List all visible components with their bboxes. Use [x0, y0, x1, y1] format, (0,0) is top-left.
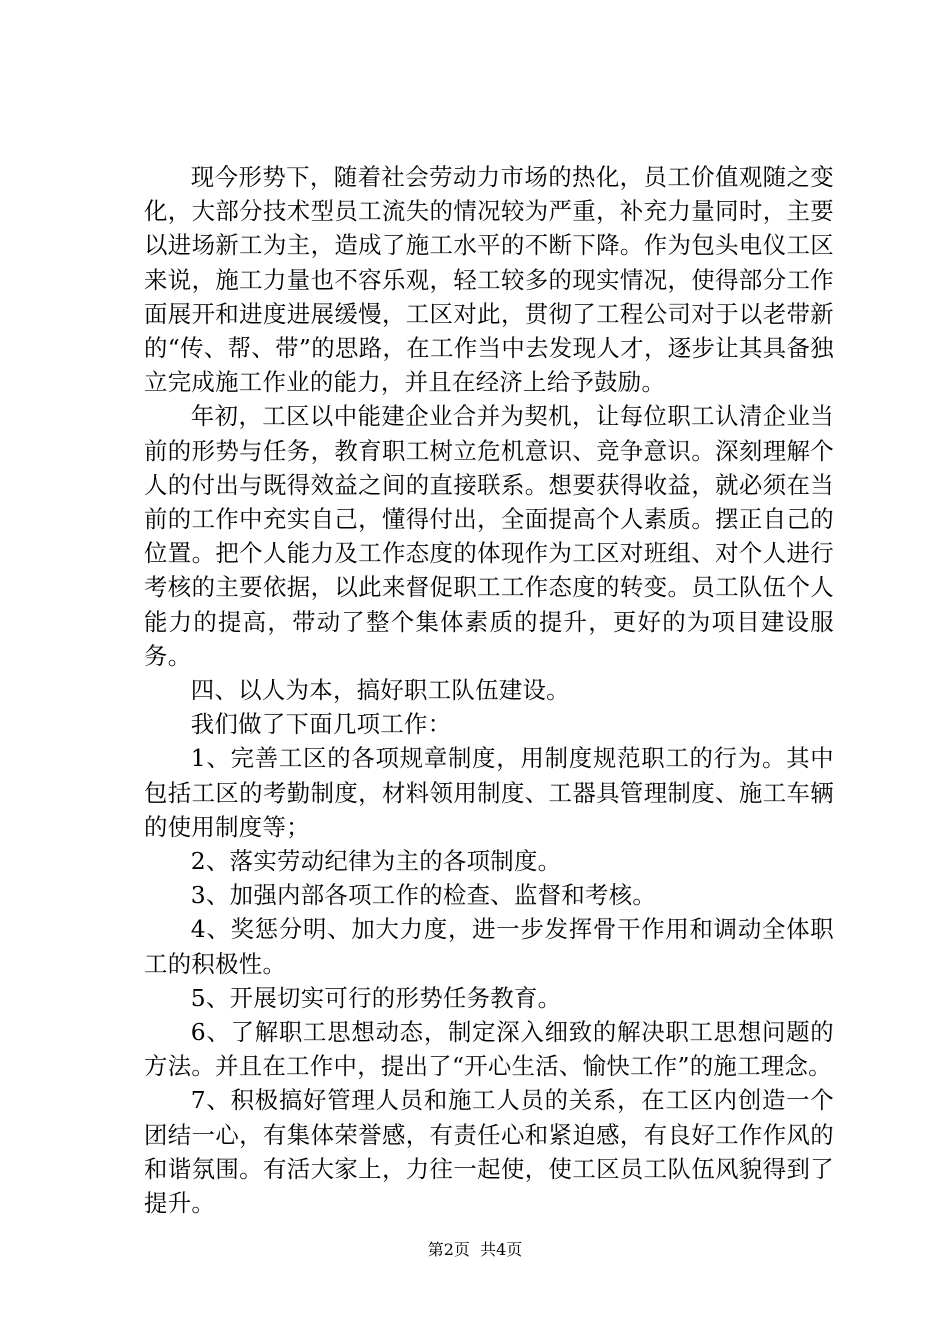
section-heading-team-building: 四、以人为本，搞好职工队伍建设。 — [190, 676, 570, 705]
list-item-7: 7、积极搞好管理人员和施工人员的关系，在工区内创造一个团结一心，有集体荣誉感，有责任心和紧迫感，有良好工作作风的和谐氛围。有活大家上，力往一起使，使工区员工队伍风貌得到了提升。 — [144, 1086, 834, 1218]
page-footer — [0, 1240, 950, 1260]
list-item-5: 5、开展切实可行的形势任务教育。 — [190, 983, 562, 1012]
list-item-6: 6、了解职工思想动态，制定深入细致的解决职工思想问题的方法。并且在工作中，提出了“开心生活、愉快工作”的施工理念。 — [144, 1018, 834, 1081]
list-item-3: 3、加强内部各项工作的检查、监督和考核。 — [190, 881, 657, 910]
list-item-4: 4、奖惩分明、加大力度，进一步发挥骨干作用和调动全体职工的积极性。 — [144, 915, 834, 978]
paragraph-intro-list: 我们做了下面几项工作： — [190, 710, 452, 739]
paragraph-year-start: 年初，工区以中能建企业合并为契机，让每位职工认清企业当前的形势与任务，教育职工树立危机意识、竞争意识。深刻理解个人的付出与既得效益之间的直接联系。想要获得收益，就必须在当前的工作中充实自己，懂得付出，全面提高个人素质。摆正自己的位置。把个人能力及工作态度的体现作为工区对班组、对个人进行考核的主要依据，以此来督促职工工作态度的转变。员工队伍个人能力的提高，带动了整个集体素质的提升，更好的为项目建设服务。 — [144, 402, 834, 670]
paragraph-labor-market: 现今形势下，随着社会劳动力市场的热化，员工价值观随之变化，大部分技术型员工流失的情况较为严重，补充力量同时，主要以进场新工为主，造成了施工水平的不断下降。作为包头电仪工区来说，施工力量也不容乐观，轻工较多的现实情况，使得部分工作面展开和进度进展缓慢，工区对此，贯彻了工程公司对于以老带新的“传、帮、带”的思路，在工作当中去发现人才，逐步让其具备独立完成施工作业的能力，并且在经济上给予鼓励。 — [144, 163, 834, 397]
page-number: 第2页 共4页 — [427, 1240, 523, 1259]
document-body — [144, 160, 834, 1220]
list-item-2: 2、落实劳动纪律为主的各项制度。 — [190, 847, 562, 876]
list-item-1: 1、完善工区的各项规章制度，用制度规范职工的行为。其中包括工区的考勤制度，材料领用制度、工器具管理制度、施工车辆的使用制度等； — [144, 744, 834, 841]
